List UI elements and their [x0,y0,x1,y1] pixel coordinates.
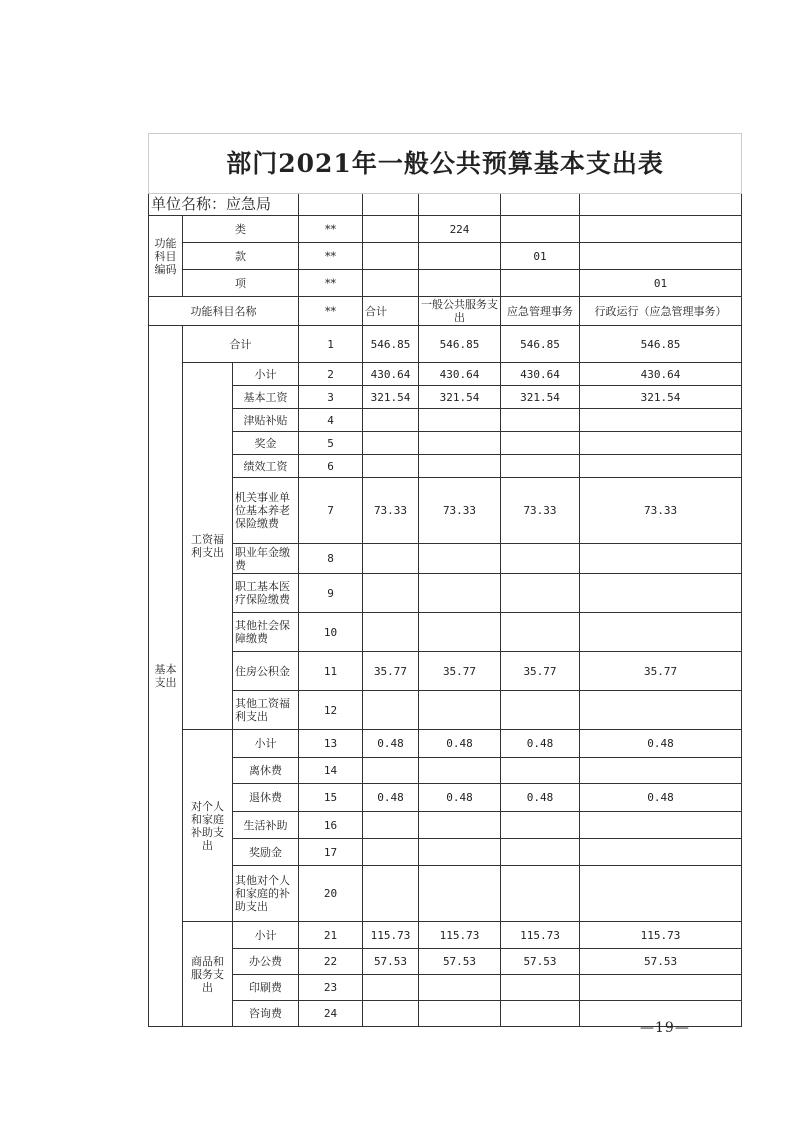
item-label: 咨询费 [233,1001,299,1027]
row-number: 6 [299,455,363,478]
value-cell [363,544,419,574]
value-cell [501,866,580,922]
value-cell: 57.53 [501,949,580,975]
value-cell: 546.85 [501,326,580,363]
value-cell [501,691,580,730]
kuan-code: 01 [501,243,580,270]
empty-cell [363,270,419,297]
item-label: 奖励金 [233,839,299,866]
value-cell: 115.73 [363,922,419,949]
value-cell: 0.48 [419,784,501,812]
value-cell [419,455,501,478]
empty-cell [363,243,419,270]
value-cell [419,975,501,1001]
row-number: 24 [299,1001,363,1027]
col-general-service-header: 一般公共服务支出 [419,297,501,326]
item-label: 职业年金缴费 [233,544,299,574]
value-cell [363,613,419,652]
item-label: 基本工资 [233,386,299,409]
value-cell [580,866,742,922]
row-number: 11 [299,652,363,691]
value-cell [501,613,580,652]
group-wage-welfare: 工资福利支出 [183,363,233,730]
row-number: 13 [299,730,363,758]
value-cell: 73.33 [501,478,580,544]
value-cell [363,839,419,866]
row-number: 12 [299,691,363,730]
value-cell [580,758,742,784]
value-cell: 35.77 [501,652,580,691]
value-cell: 430.64 [419,363,501,386]
value-cell: 321.54 [419,386,501,409]
value-cell: 35.77 [363,652,419,691]
value-cell [501,975,580,1001]
xiang-code: 01 [580,270,742,297]
value-cell [501,758,580,784]
item-label: 机关事业单位基本养老保险缴费 [233,478,299,544]
row-number: 2 [299,363,363,386]
empty-cell [580,243,742,270]
value-cell [363,691,419,730]
value-cell [501,544,580,574]
value-cell [363,455,419,478]
value-cell [501,812,580,839]
value-cell: 0.48 [580,730,742,758]
empty-cell [501,216,580,243]
page-title: 部门2021年一般公共预算基本支出表 [149,134,742,194]
row-number: 9 [299,574,363,613]
value-cell [419,1001,501,1027]
empty-cell [299,194,363,216]
empty-cell [501,270,580,297]
value-cell: 73.33 [580,478,742,544]
item-label: 小计 [233,363,299,386]
value-cell [580,432,742,455]
value-cell [419,409,501,432]
empty-cell [501,194,580,216]
item-label: 离休费 [233,758,299,784]
value-cell: 57.53 [363,949,419,975]
value-cell [363,812,419,839]
value-cell [419,544,501,574]
func-code-header: 功能科目编码 [149,216,183,297]
func-name-header: 功能科目名称 [149,297,299,326]
empty-cell [363,194,419,216]
value-cell [419,613,501,652]
row-number: 21 [299,922,363,949]
value-cell: 73.33 [419,478,501,544]
value-cell: 430.64 [580,363,742,386]
value-cell [363,1001,419,1027]
empty-cell [580,216,742,243]
value-cell: 430.64 [363,363,419,386]
item-label: 小计 [233,922,299,949]
item-label: 其他社会保障缴费 [233,613,299,652]
basic-expense-label: 基本支出 [149,326,183,1027]
value-cell: 35.77 [419,652,501,691]
value-cell: 115.73 [501,922,580,949]
value-cell: 546.85 [363,326,419,363]
value-cell: 546.85 [580,326,742,363]
value-cell [580,812,742,839]
row-number: 10 [299,613,363,652]
value-cell [363,758,419,784]
value-cell [580,544,742,574]
empty-cell [419,243,501,270]
value-cell [501,455,580,478]
value-cell [580,613,742,652]
value-cell [501,432,580,455]
group-personal-subsidy: 对个人和家庭补助支出 [183,730,233,922]
empty-cell [419,270,501,297]
value-cell: 546.85 [419,326,501,363]
stars-cell: ** [299,297,363,326]
value-cell [419,691,501,730]
value-cell [419,574,501,613]
value-cell: 73.33 [363,478,419,544]
item-label: 小计 [233,730,299,758]
value-cell: 321.54 [580,386,742,409]
value-cell [580,455,742,478]
value-cell: 115.73 [419,922,501,949]
item-label: 奖金 [233,432,299,455]
stars-cell: ** [299,270,363,297]
value-cell: 0.48 [363,730,419,758]
empty-cell [363,216,419,243]
value-cell: 430.64 [501,363,580,386]
budget-table [148,133,742,1027]
col-total-header: 合计 [363,297,419,326]
item-label: 绩效工资 [233,455,299,478]
value-cell [419,432,501,455]
value-cell [419,758,501,784]
lei-code: 224 [419,216,501,243]
value-cell [419,839,501,866]
value-cell: 0.48 [363,784,419,812]
value-cell [501,839,580,866]
row-number: 14 [299,758,363,784]
row-number: 7 [299,478,363,544]
row-number: 15 [299,784,363,812]
stars-cell: ** [299,243,363,270]
item-label: 印刷费 [233,975,299,1001]
row-number: 8 [299,544,363,574]
value-cell [363,432,419,455]
row-number: 17 [299,839,363,866]
value-cell: 0.48 [501,730,580,758]
row-number: 22 [299,949,363,975]
value-cell: 35.77 [580,652,742,691]
unit-name: 单位名称：应急局 [149,194,299,216]
value-cell [580,574,742,613]
item-label: 其他对个人和家庭的补助支出 [233,866,299,922]
col-admin-operation-header: 行政运行（应急管理事务） [580,297,742,326]
col-emergency-affairs-header: 应急管理事务 [501,297,580,326]
value-cell [580,839,742,866]
row-number: 20 [299,866,363,922]
value-cell: 0.48 [419,730,501,758]
value-cell [363,975,419,1001]
value-cell [580,691,742,730]
value-cell: 0.48 [501,784,580,812]
value-cell [363,866,419,922]
stars-cell: ** [299,216,363,243]
item-label: 生活补助 [233,812,299,839]
value-cell: 321.54 [501,386,580,409]
row-number: 4 [299,409,363,432]
item-label: 办公费 [233,949,299,975]
value-cell [580,975,742,1001]
page-number: —19— [640,1020,690,1036]
value-cell [419,866,501,922]
row-number: 16 [299,812,363,839]
item-label: 退休费 [233,784,299,812]
empty-cell [580,194,742,216]
total-label: 合计 [183,326,299,363]
item-label: 其他工资福利支出 [233,691,299,730]
row-number: 5 [299,432,363,455]
value-cell: 115.73 [580,922,742,949]
value-cell [363,409,419,432]
value-cell [580,409,742,432]
budget-sheet [148,133,742,1027]
value-cell: 321.54 [363,386,419,409]
value-cell: 57.53 [580,949,742,975]
value-cell: 57.53 [419,949,501,975]
empty-cell [419,194,501,216]
row-number: 1 [299,326,363,363]
value-cell: 0.48 [580,784,742,812]
value-cell [501,1001,580,1027]
value-cell [501,574,580,613]
row-number: 3 [299,386,363,409]
value-cell [419,812,501,839]
lei-header: 类 [183,216,299,243]
row-number: 23 [299,975,363,1001]
value-cell [363,574,419,613]
value-cell [501,409,580,432]
xiang-header: 项 [183,270,299,297]
group-goods-services: 商品和服务支出 [183,922,233,1027]
kuan-header: 款 [183,243,299,270]
item-label: 职工基本医疗保险缴费 [233,574,299,613]
item-label: 津贴补贴 [233,409,299,432]
item-label: 住房公积金 [233,652,299,691]
